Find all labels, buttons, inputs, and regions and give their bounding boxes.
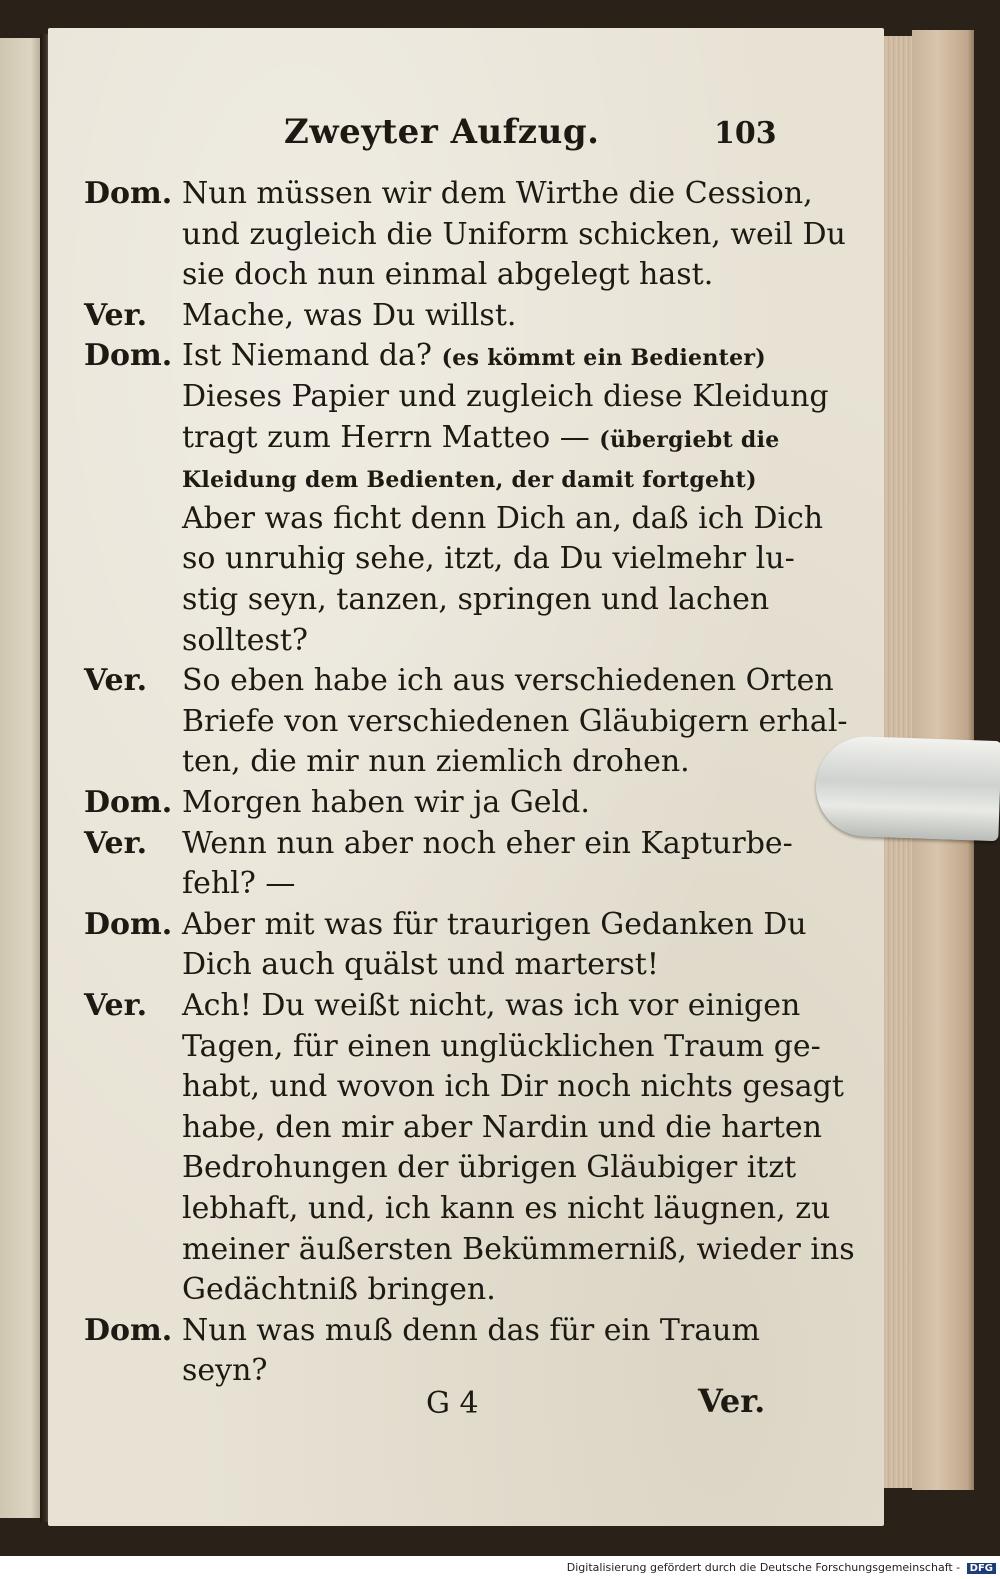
speech-text xyxy=(182,174,822,214)
catchword: Ver. xyxy=(698,1382,766,1420)
line-text: Dich auch quälst und marterst! xyxy=(182,947,659,983)
line-text: Wenn nun aber noch eher ein Kapturbe- xyxy=(182,825,793,861)
speech-text xyxy=(182,1067,844,1107)
speech-text xyxy=(182,783,822,823)
text-line xyxy=(48,1067,884,1109)
speaker-label: Ver. xyxy=(84,297,148,333)
speech-text xyxy=(182,1027,822,1067)
stage-direction: Kleidung dem Bedienten, der damit fortgeht) xyxy=(182,467,757,494)
text-line xyxy=(48,824,884,866)
speaker-label: Dom. xyxy=(84,906,173,942)
text-line xyxy=(48,1148,884,1190)
speech-text xyxy=(182,1311,822,1351)
page-footer xyxy=(48,1382,884,1432)
stage-direction: (es kömmt ein Bedienter) xyxy=(441,345,767,372)
line-text: stig seyn, tanzen, springen und lachen xyxy=(182,582,770,617)
text-line xyxy=(48,742,884,784)
text-line xyxy=(48,1027,884,1069)
speech-text xyxy=(182,539,822,579)
speech-text xyxy=(182,1270,822,1310)
text-line xyxy=(48,458,884,500)
speaker-label: Ver. xyxy=(84,988,148,1023)
speech-text xyxy=(182,458,822,500)
speech-text xyxy=(182,742,822,782)
line-text: Bedrohungen der übrigen Gläubiger itzt xyxy=(182,1150,797,1186)
speech-text xyxy=(182,905,822,945)
dfg-logo: DFG xyxy=(967,1563,996,1574)
text-line xyxy=(48,1230,884,1272)
speech-text xyxy=(182,1108,822,1148)
text-line xyxy=(48,215,884,257)
stage-direction: (übergiebt die xyxy=(599,426,780,453)
line-text: und zugleich die Uniform schicken, weil Du xyxy=(182,216,846,252)
line-text: Morgen haben wir ja Geld. xyxy=(182,785,590,820)
text-line xyxy=(48,336,884,378)
page-number: 103 xyxy=(714,116,777,151)
text-line xyxy=(48,377,884,419)
line-text: Ist Niemand da? xyxy=(182,338,433,374)
speech-text xyxy=(182,824,822,864)
line-text: Nun was muß denn das für ein Traum xyxy=(182,1312,760,1348)
text-line xyxy=(48,945,884,987)
line-text: Aber mit was für traurigen Gedanken Du xyxy=(182,906,807,942)
text-line xyxy=(48,783,884,825)
line-text: tragt zum Herrn Matteo — xyxy=(182,419,590,455)
line-text: lebhaft, und, ich kann es nicht läugnen, zu xyxy=(182,1191,831,1226)
text-line xyxy=(48,296,884,338)
text-line xyxy=(48,1270,884,1312)
speech-text xyxy=(182,336,822,378)
speech-text xyxy=(182,1189,831,1229)
line-text: Ach! Du weißt nicht, was ich vor einigen xyxy=(182,988,801,1023)
digitization-credit xyxy=(567,1561,996,1574)
speech-text xyxy=(182,702,848,742)
speech-text xyxy=(182,1230,855,1270)
speech-text xyxy=(182,580,822,620)
speech-text xyxy=(182,255,822,295)
text-line xyxy=(48,1189,884,1231)
signature-mark: G 4 xyxy=(426,1386,479,1421)
line-text: habt, und wovon ich Dir noch nichts gesagt xyxy=(182,1069,844,1105)
text-line xyxy=(48,986,884,1028)
text-line xyxy=(48,418,884,460)
page-holder-clamp xyxy=(814,735,1000,841)
speaker-label: Ver. xyxy=(84,663,148,699)
text-line xyxy=(48,539,884,581)
line-text: seyn? xyxy=(182,1353,268,1389)
text-line xyxy=(48,580,884,622)
line-text: ten, die mir nun ziemlich drohen. xyxy=(182,744,690,780)
speech-text xyxy=(182,418,822,460)
line-text: Nun müssen wir dem Wirthe die Cession, xyxy=(182,176,813,211)
text-line xyxy=(48,1108,884,1150)
speech-text xyxy=(182,215,846,255)
line-text: Dieses Papier und zugleich diese Kleidung xyxy=(182,379,829,414)
previous-page-edge xyxy=(0,38,44,1518)
speaker-label: Dom. xyxy=(84,785,173,820)
line-text: so unruhig sehe, itzt, da Du vielmehr lu- xyxy=(182,541,795,577)
running-head: Zweyter Aufzug. xyxy=(284,112,600,152)
text-line xyxy=(48,255,884,297)
line-text: Gedächtniß bringen. xyxy=(182,1272,496,1308)
speaker-label: Dom. xyxy=(84,338,173,374)
line-text: solltest? xyxy=(182,622,308,658)
line-text: sie doch nun einmal abgelegt hast. xyxy=(182,257,714,293)
text-line xyxy=(48,1311,884,1353)
line-text: So eben habe ich aus verschiedenen Orten xyxy=(182,663,834,699)
speaker-label: Dom. xyxy=(84,176,173,211)
speaker-label: Dom. xyxy=(84,1312,173,1348)
speech-text xyxy=(182,296,822,336)
speech-text xyxy=(182,1148,822,1188)
text-line xyxy=(48,621,884,663)
line-text: Aber was ficht denn Dich an, daß ich Dich xyxy=(182,500,824,536)
text-line xyxy=(48,702,884,744)
book-page xyxy=(48,28,884,1526)
text-line xyxy=(48,661,884,703)
line-text: Mache, was Du willst. xyxy=(182,297,517,333)
text-line xyxy=(48,864,884,906)
line-text: fehl? — xyxy=(182,866,296,902)
line-text: meiner äußersten Bekümmerniß, wieder ins xyxy=(182,1231,855,1267)
speech-text xyxy=(182,864,822,904)
line-text: habe, den mir aber Nardin und die harten xyxy=(182,1109,822,1145)
speech-text xyxy=(182,986,822,1026)
page-text xyxy=(48,28,884,1526)
speech-text xyxy=(182,499,822,539)
speech-text xyxy=(182,377,829,417)
speech-text xyxy=(182,945,822,985)
speaker-label: Ver. xyxy=(84,825,148,861)
text-line xyxy=(48,905,884,947)
line-text: Tagen, für einen unglücklichen Traum ge- xyxy=(182,1028,821,1064)
line-text: Briefe von verschiedenen Gläubigern erhal- xyxy=(182,703,848,739)
speech-text xyxy=(182,621,822,661)
speech-text xyxy=(182,661,834,701)
page-header xyxy=(48,112,884,160)
text-line xyxy=(48,499,884,541)
text-line xyxy=(48,174,884,216)
credit-text: Digitalisierung gefördert durch die Deutsche Forschungsgemeinschaft - xyxy=(566,1561,961,1574)
